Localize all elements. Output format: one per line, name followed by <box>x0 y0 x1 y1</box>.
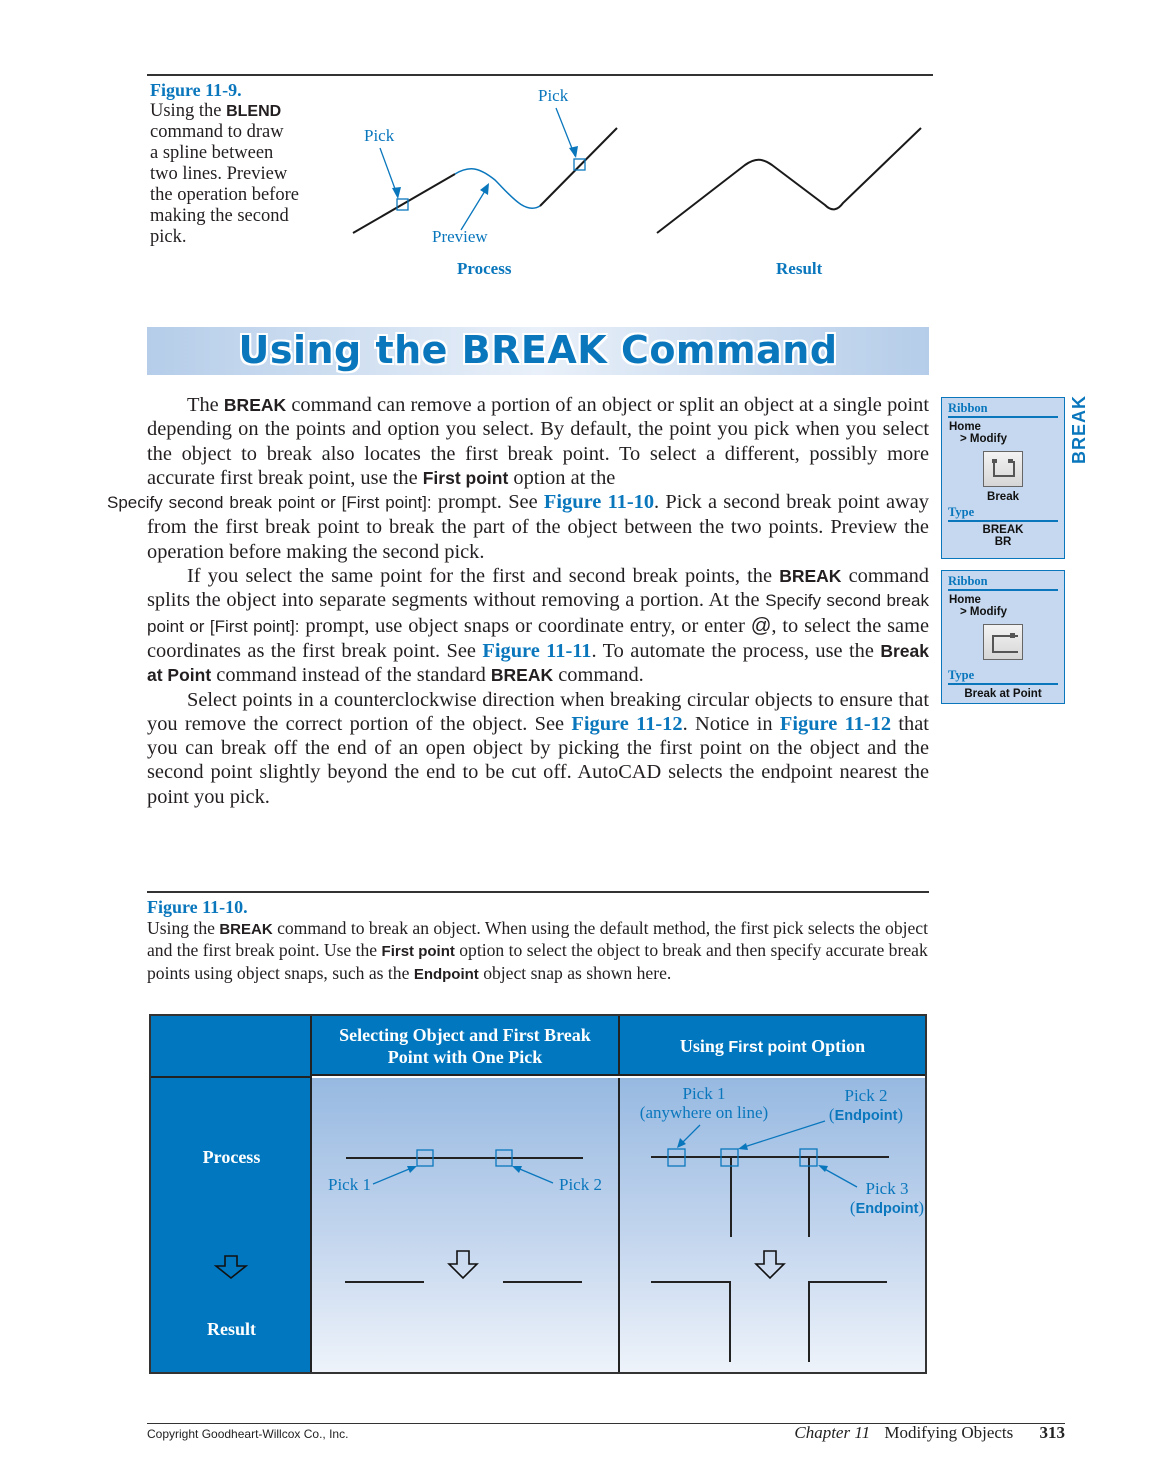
break-at-point-icon[interactable] <box>983 624 1023 660</box>
figure-11-9-caption: Figure 11-9. Using the BLEND command to draw a spline between two lines. Preview the operation before making the second pick. <box>150 80 330 248</box>
label-left-pick-1: Pick 1 <box>328 1175 371 1194</box>
label-left-pick-2: Pick 2 <box>559 1175 602 1194</box>
paragraph-3: Select points in a counterclockwise direction when breaking circular objects to ensure that you remove the correct portion of the object. See Figure 11-12. Notice in Figure 11-12 that you can break off the end of an open object by picking the first point on the object and the second point slightly beyond the end to be cut off. AutoCAD selects the endpoint nearest the point you pick. <box>147 688 929 808</box>
label-pick-left: Pick <box>364 126 395 145</box>
figure-link[interactable]: Figure 11-12 <box>571 712 683 735</box>
command-name: BLEND <box>226 103 282 120</box>
label-right-pick-3: Pick 3 (Endpoint) <box>849 1179 925 1217</box>
ribbon-label: Ribbon <box>948 401 988 415</box>
section-heading: Using the BREAK Command <box>238 328 838 372</box>
section-heading-banner <box>147 327 929 375</box>
body-text <box>107 393 929 809</box>
figure-top-rule <box>147 891 929 893</box>
row-label-process: Process <box>202 1147 261 1167</box>
label-preview: Preview <box>432 227 488 246</box>
side-panel-break-at-point: Ribbon Home > Modify Type Break at Point <box>941 570 1065 704</box>
figure-link[interactable]: Figure 11-12 <box>779 712 892 735</box>
label-right-pick-1: Pick 1 (anywhere on line) <box>639 1084 769 1122</box>
down-arrow-icon <box>216 1256 246 1278</box>
column-header-one-pick: Selecting Object and First Break Point with One Pick <box>312 1016 620 1076</box>
paragraph-2: If you select the same point for the first and second break points, the BREAK command splits the object into separate segments without removing a portion. At the Specify second break point or [First point]: prompt, use object snaps or coordinate entry, or enter @, to select the same coordinates as the first break point. See Figure 11-11. To automate the process, use the Break at Point command instead of the standard BREAK command. <box>147 565 929 687</box>
figure-11-9-drawing <box>340 80 940 260</box>
paragraph-1: The BREAK command can remove a portion of an object or split an object at a single point depending on the points and option you select. By default, the point you pick when you select the object to break also locates the first break point. To select a different, possibly more accurate first break point, use the First point option at the Specify second break point or [First point]: prompt. See Figure 11-10. Pick a second break point away from the first break point to break the part of the object between the two points. Preview the operation before making the second pick. <box>107 394 929 563</box>
row-label-result: Result <box>207 1319 256 1339</box>
type-label: Type <box>948 668 975 682</box>
chapter-title: Modifying Objects <box>884 1423 1014 1442</box>
command-prompt: Specify second break point or [First point]: <box>107 493 432 513</box>
break-icon[interactable] <box>983 451 1023 487</box>
figure-link[interactable]: Figure 11-11 <box>482 639 592 662</box>
column-header-first-point: Using First point Option <box>620 1016 925 1076</box>
label-process: Process <box>457 259 512 278</box>
chapter-number: Chapter 11 <box>794 1423 871 1442</box>
figure-11-10-caption: Figure 11-10. Using the BREAK command to break an object. When using the default method, the first pick selects the object and the first break point. Use the First point option to select the object to break and then specify accurate break points using object snaps, such as the Endpoint object snap as shown here. <box>147 897 937 985</box>
page-number: 313 <box>1039 1423 1065 1442</box>
side-panel-break: Ribbon Home > Modify Break Type BREAK BR <box>941 397 1065 559</box>
label-pick-right: Pick <box>538 86 569 105</box>
ribbon-label: Ribbon <box>948 574 988 588</box>
figure-11-9-title: Figure 11-9. <box>150 80 242 100</box>
break-vertical-tab: BREAK <box>1069 394 1089 464</box>
break-button-label: Break <box>987 491 1019 503</box>
footer-chapter <box>794 1423 1065 1443</box>
figure-top-rule <box>147 74 933 76</box>
figure-link[interactable]: Figure 11-10 <box>543 491 655 514</box>
figure-11-10-title: Figure 11-10. <box>147 897 248 917</box>
label-right-pick-2: Pick 2 (Endpoint) <box>828 1086 904 1124</box>
label-result: Result <box>776 259 823 278</box>
command-prompt: Specify second break point or [First point]: <box>147 591 929 636</box>
type-label: Type <box>948 505 975 519</box>
figure-11-10-table <box>149 1014 927 1374</box>
table-drawings <box>151 1016 925 1372</box>
copyright: Copyright Goodheart-Willcox Co., Inc. <box>147 1427 349 1441</box>
